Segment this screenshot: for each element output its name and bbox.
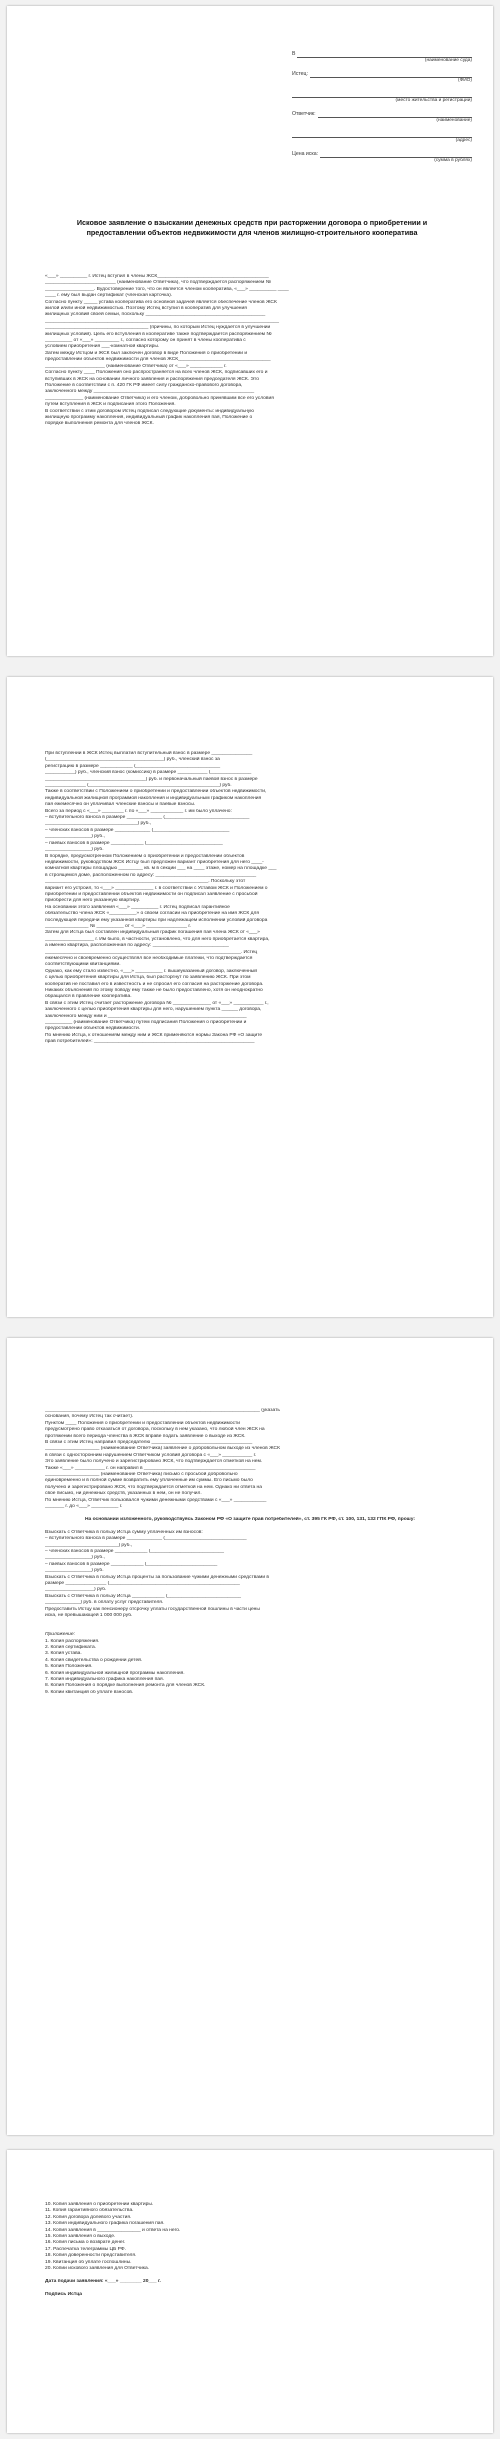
header-field-caption: (сумма в рублях) [434, 158, 472, 163]
text-line: 9. Копии квитанций об уплате взносов. [45, 1689, 134, 1695]
text-line: _________________) руб. [45, 1568, 104, 1574]
text-line: Затем между Истцом и ЖСК был заключен договор в виде Положения о приобретении и [45, 350, 248, 356]
text-line: __________________ г. Им было, в частности, установлено, что для него приобретается квартира, [45, 936, 270, 942]
text-line: ______________________________________________________________________________________ [45, 318, 279, 324]
text-line: ______________________ (наименование Ответчика) от «___» ____________ г. [45, 363, 227, 369]
text-line: Дата подачи заявления: «___» ________ 20___ г. [45, 2278, 161, 2284]
fill-in-line [310, 70, 472, 78]
text-line: последующей передачи ему указанной квартиры при надлежащем исполнении условий договора [45, 917, 268, 923]
header-field-label: Истец: [292, 71, 308, 78]
text-line: 15. Копия заявления о выходе. [45, 2234, 116, 2240]
text-line: заключенного между ___________________________________________________________ [45, 389, 255, 395]
text-line: Взыскать с Ответчика в пользу Истца сумму уплаченных им взносов: [45, 1529, 203, 1535]
text-line: жилищных условий). Цель его вступления в кооперативе также подтверждается распоряжением № [45, 331, 272, 337]
fill-in-line [292, 90, 472, 98]
text-line: жилищных условий своей семьи, поскольку ____________________________________________ [45, 312, 266, 318]
header-field-label: Цена иска: [292, 151, 319, 158]
page2-body [45, 751, 455, 1046]
text-line: ______________________________________ (причины, по которым Истец нуждается в улучшении [45, 325, 271, 331]
text-line: «___» __________ г. Истец вступил в члены ЖСК_________________________________________ [45, 274, 269, 279]
text-line: 16. Копия письма о возврате денег. [45, 2240, 126, 2246]
header-field-line [292, 66, 472, 78]
claim-header [292, 46, 472, 166]
text-line: 19. Квитанция об уплате госпошлины. [45, 2259, 132, 2265]
text-line: 1. Копия распоряжения. [45, 1638, 100, 1644]
text-line: В порядке, предусмотренном Положением о приобретении и предоставлении объектов [45, 853, 245, 859]
text-line: __________________) руб. [45, 1587, 107, 1593]
text-line: По мнению Истца, к отношениям между ним и ЖСК применяются нормы Закона РФ «О защите [45, 1032, 263, 1038]
document-page-4 [7, 2150, 493, 2433]
text-line: ____________________ (наименование Ответчика) письмо с просьбой добровольно [45, 1472, 238, 1478]
text-line: ___________________________) руб., [45, 1542, 133, 1548]
text-line: в строящемся доме, расположенном по адресу: _____________________________________ [45, 872, 257, 878]
text-line: Подпись Истца [45, 2291, 83, 2297]
text-line: __________ (наименование Ответчика) путем подписания Положения о приобретении и [45, 1020, 247, 1026]
text-line: соответствующими квитанциями. [45, 962, 121, 968]
text-line: ___________) руб., членский взнос (комиссию) в размере ___________ (_______________ [45, 770, 252, 776]
text-line: путем вступления в ЖСК и подписания этого Положения. [45, 402, 176, 408]
text-line: ________________ № __________ от «___» _______________ г. [45, 923, 191, 929]
text-line: 6. Копия индивидуальной жилищной программы накопления. [45, 1670, 185, 1676]
text-line: получено и зарегистрировано ЖСК, что подтверждается отметкой на нем. Однако ни ответа на [45, 1484, 262, 1490]
text-line: порядке выполнения ремонта для членов ЖСК. [45, 421, 154, 427]
text-line: В соответствии с этим договором Истец подписал следующие документы: индивидуальную [45, 408, 254, 414]
text-line: – паевых взносов в размере ____________ (____________________________ [45, 840, 223, 846]
document-page-1 [7, 6, 493, 656]
text-line: а именно квартира, расположенная по адресу: ____________________________ [45, 943, 229, 949]
text-line: _____________________________________) руб. и первоначальный паевой взнос в размере [45, 776, 258, 782]
text-line: Пунктом ____ Положения о приобретении и предоставлении объектов недвижимости [45, 1420, 241, 1426]
text-line: кооператив не поставил его в известность и не спросил его согласия на расторжение договора. [45, 981, 264, 987]
header-field-label: В [292, 51, 296, 58]
text-line: обращался в правление кооператива. [45, 994, 132, 1000]
header-field-caption: (наименование суда) [424, 58, 472, 63]
text-line: Затем для Истца был составлен индивидуальный график погашения пая члена ЖСК от «___» [45, 930, 260, 936]
text-line: ________________________________________________________________________. Истец [45, 949, 258, 955]
text-line: 5. Копия Положения. [45, 1664, 93, 1670]
text-line: ____________________________________________________________. Поскольку этот [45, 879, 246, 885]
text-line: в связи с односторонним нарушением Ответчиком условий договора с «___» ___________ г. [45, 1452, 257, 1458]
text-line: свое письмо, ни денежных средств, указанных в нем, он не получил. [45, 1491, 202, 1497]
text-line: _____________) руб. в оплату услуг представителя. [45, 1600, 164, 1606]
text-line: ____________________ (наименование Ответчика) заявление о добровольном выходе из членов ЖСК [45, 1446, 280, 1452]
page3-body [45, 1408, 455, 1696]
text-line: Согласно пункту _____ устава кооператива его основной задачей является обеспечение членов ЖСК [45, 299, 277, 305]
text-line: 17. Распечатка телеграммы ЦБ РФ. [45, 2246, 126, 2252]
text-line: регистрацию в размере ____________ (_______________________________ [45, 763, 221, 769]
text-line: По мнению Истца, Ответчик пользовался чужими денежными средствами с «___» ____________ [45, 1497, 267, 1503]
text-line: Также в соответствии с Положением о приобретении и предоставлении объектов недвижимости, [45, 789, 267, 795]
header-field-caption: (наименование) [436, 118, 472, 123]
text-line: _______________ (________________________________________________) руб. [45, 783, 232, 789]
text-line: Взыскать с Ответчика в пользу Истца проценты за пользование чужими денежными средствами в [45, 1574, 270, 1580]
text-line: 3. Копия устава. [45, 1651, 82, 1657]
text-line: Никаких объяснений по этому поводу ему также не было предоставлено, хотя он неоднократно [45, 988, 263, 994]
text-line: Взыскать с Ответчика в пользу Истца ____________ (___________________________ [45, 1593, 242, 1599]
text-line: ____ г. ему был выдан сертификат (членская карточка). [45, 293, 173, 299]
fill-in-line [292, 130, 472, 138]
text-line: Всего за период с «___» ________ г. по «___» ____________ г. им было уплачено: [45, 808, 232, 814]
page4-body [45, 2202, 455, 2298]
text-line: предусмотрено право отказаться от договора, поскольку в нем указано, что любой член ЖСК на [45, 1427, 265, 1433]
text-line: 18. Копия доверенности представителя. [45, 2253, 137, 2259]
text-line: предоставлении объектов недвижимости для членов ЖСК__________________________________ [45, 357, 271, 363]
text-line: В связи с этим Истец направил председателю _____________________________________ [45, 1440, 253, 1446]
text-line: протяжении всего периода членства в ЖСК вправе подать заявление о выходе из ЖСК. [45, 1433, 246, 1439]
text-line: жилой и/или иной недвижимостью. Поэтому Истец вступил в кооператив для улучшения [45, 306, 247, 312]
header-field-line [292, 86, 472, 98]
text-line: – вступительного взноса в размере _____________ (_______________________________ [45, 815, 250, 821]
text-line: – вступительного взноса в размере _____________ (______________________________ [45, 1536, 247, 1542]
text-line: пая ежемесячно он уплачивал членские взносы и паевые взносы. [45, 802, 196, 808]
text-line: При вступлении в ЖСК Истец выплатил вступительный взнос в размере _______________ [45, 751, 253, 756]
text-line: _________________) руб., [45, 834, 105, 840]
text-line: единовременно и в полной сумме возвратить ему уплаченные им суммы. Его письмо было [45, 1478, 253, 1484]
text-line: _______________________________________________________________________________ (указать [45, 1408, 280, 1413]
text-line: 13. Копия индивидуального графика погашения пая. [45, 2221, 165, 2227]
text-line: Однако, как ему стало известно, «___» __________ г. вышеуказанный договор, заключенный [45, 968, 258, 974]
text-line: 8. Копия Положения о порядке выполнения ремонта для членов ЖСК. [45, 1683, 206, 1689]
text-line: _______ г. до «___» __________ г. [45, 1504, 123, 1510]
text-line: Предоставить Истцу как пенсионеру отсрочку уплаты государственной пошлины в части цены [45, 1606, 260, 1612]
document-title: Исковое заявление о взыскании денежных средств при расторжении договора о приобретении и предоставлении объектов недвижимости для членов жилищно-строительного кооператива [76, 218, 428, 237]
text-line: вступивших в ЖСК на основании личного заявления и распоряжения председателя ЖСК. Это [45, 376, 259, 382]
text-line: 11. Копия гарантийного обязательства. [45, 2208, 134, 2214]
text-line: _________________) руб. [45, 847, 104, 853]
text-line: 10. Копия заявления о приобретении квартиры. [45, 2202, 154, 2207]
text-line: В связи с этим Истец считает расторжение договора № ______________ от «___» ___________ г., [45, 1000, 269, 1006]
text-line: __________ от «___» _________ г., согласно которому он принят в члены кооператива с [45, 338, 246, 344]
fill-in-line [318, 110, 472, 118]
text-line: индивидуальной жилищной программой накопления и индивидуальным графиком накопления [45, 795, 262, 801]
header-field-label: Ответчик: [292, 111, 316, 118]
header-field-caption: (адрес) [455, 138, 472, 143]
text-line: с целью приобретения квартиры для Истца, был расторгнут по заявлению ЖСК. При этом [45, 975, 251, 981]
text-line: ______________ (наименование Ответчика) и его членом, добровольно принявшим все его условия [45, 395, 274, 401]
text-line: Это заявление было получено и зарегистрировано ЖСК, что подтверждается отметкой на нем. [45, 1459, 263, 1465]
header-field-caption: (место жительства и регистрации) [395, 98, 472, 103]
text-line: На основании этого заявления «___» __________ г. Истец подписал гарантийное [45, 904, 230, 910]
text-line: 14. Копия заявления в ________________ и ответа на него. [45, 2227, 181, 2233]
text-line: основания, почему Истец так считает). [45, 1414, 134, 1420]
text-line: Согласно пункту ____ Положения оно распространяется на всех членов ЖСК, подписавших его и [45, 370, 268, 376]
text-line: 4. Копия свидетельства о рождении детей. [45, 1657, 143, 1663]
text-line: прав потребителей»: ___________________________________________________________ [45, 1039, 255, 1045]
document-page-3 [7, 1338, 493, 2135]
text-line: 2. Копия сертификата. [45, 1644, 97, 1650]
text-line: иска, не превышающей 1 000 000 руб. [45, 1612, 133, 1618]
text-line: приобретении и предоставлении объектов недвижимости он подписал заявление с просьбой [45, 891, 258, 897]
text-line: обязательство члена ЖСК «__________» о своем согласии на приобретение на имя ЖСК для [45, 911, 259, 917]
text-line: _________________) руб., [45, 1555, 105, 1561]
text-line: Также «___» ___________ г. он направил в _________________________________________ [45, 1465, 256, 1471]
text-line: вариант его устроил, то «___» ______________ г. в соответствии с Уставом ЖСК и Положением о [45, 885, 268, 891]
header-field-caption: (ФИО) [457, 78, 472, 83]
text-line: Приложение: [45, 1632, 75, 1638]
text-line: комнатной квартиры площадью _________ кв. м в секции ___ на ____ этаже, номер на площадке ___ [45, 866, 277, 872]
header-field-line [292, 126, 472, 138]
text-line: недвижимости, руководством ЖСК Истцу был предложен вариант приобретения для него ____- [45, 859, 264, 865]
text-line: заключенного между ним и ___________________________________________________ [45, 1013, 247, 1019]
text-line: __________________________________) руб., [45, 821, 152, 827]
header-field-line [292, 146, 472, 158]
header-field-line [292, 46, 472, 58]
text-line: приобрести для него указанную квартиру. [45, 898, 140, 904]
page1-body [45, 274, 455, 428]
text-line: ежемесячно и своевременно осуществлял все необходимые платежи, что подтверждается [45, 956, 253, 961]
header-field-line [292, 106, 472, 118]
text-line: На основании изложенного, руководствуясь Законом РФ «О защите прав потребителей», ст. 395 ГК РФ, ст. 100, 131, 132 ГПК РФ, прошу: [84, 1516, 416, 1522]
text-line: – членских взносов в размере _____________ (____________________________ [45, 827, 230, 833]
text-line: – паевых взносов в размере ____________ (__________________________ [45, 1561, 218, 1567]
text-line: жилищную программу накопления, индивидуальный график накопления пая, Положение о [45, 414, 253, 420]
text-line: __________________. Вудостоверение того, что он является членом кооператива, «___» __________ ____ [45, 286, 289, 292]
fill-in-line [297, 50, 472, 58]
text-line: размере _______________ (________________________________________________ [45, 1580, 240, 1586]
text-line: предоставлении объектов недвижимости. [45, 1026, 141, 1032]
text-line: 7. Копия индивидуального графика накопления пая. [45, 1677, 164, 1682]
document-page-2 [7, 677, 493, 1317]
text-line: Положение в соответствии с п. 420 ГК РФ имеет силу гражданско-правового договора, [45, 382, 243, 388]
text-line: – членских взносов в размере ____________ (___________________________ [45, 1548, 224, 1554]
fill-in-line [320, 150, 472, 158]
text-line: __________________________ (наименование Ответчика), что подтверждается распоряжением № [45, 280, 271, 286]
text-line: заключенного с целью приобретения квартиры для него, нарушением пункта ______ договора, [45, 1007, 262, 1013]
text-line: 12. Копия договора долевого участия. [45, 2214, 132, 2220]
text-line: условием приобретения ___-комнатной квартиры. [45, 344, 160, 350]
text-line: (___________________________________________) руб., членский взнос за [45, 757, 220, 763]
text-line: 20. Копии искового заявления для Ответчика. [45, 2266, 150, 2272]
